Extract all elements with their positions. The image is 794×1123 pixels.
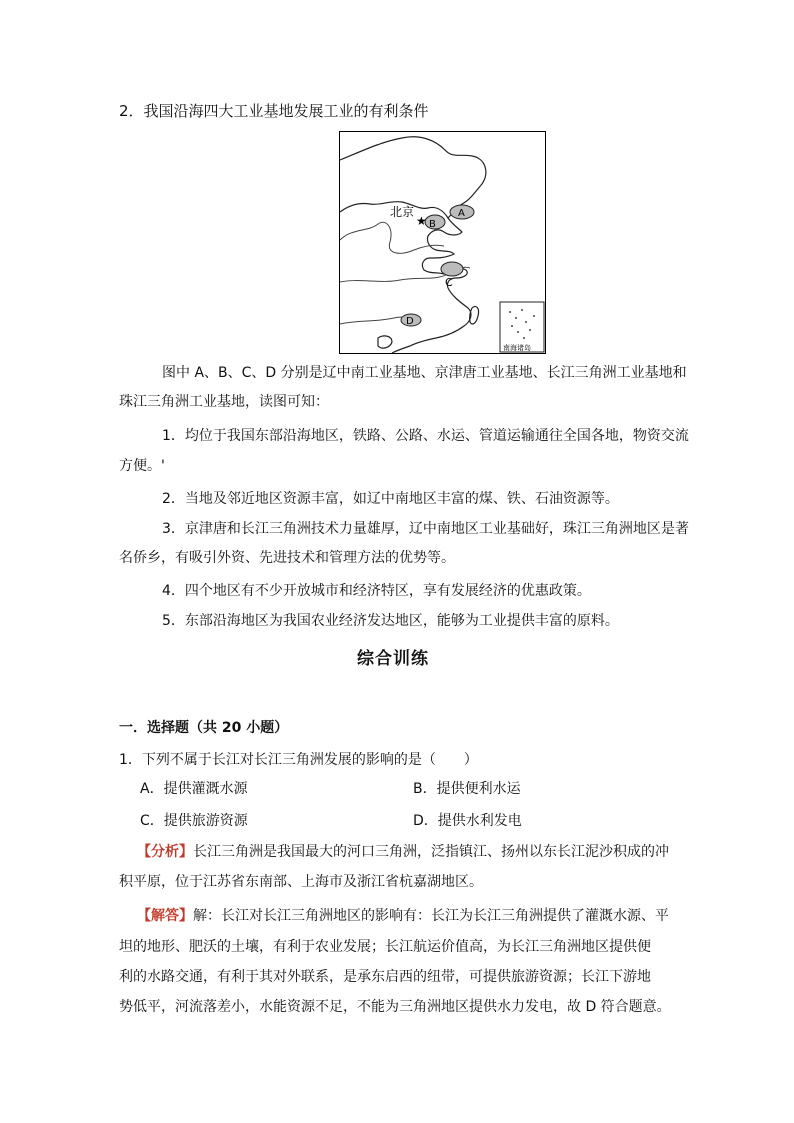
beijing-star-icon: ★ (416, 214, 427, 228)
base-c-region (441, 262, 463, 276)
answer-line-3: 利的水路交通，有利于其对外联系，是承东启西的纽带，可提供旅游资源；长江下游地 (119, 969, 651, 985)
item-3-line-2: 名侨乡，有吸引外资、先进技术和管理方法的优势等。 (119, 550, 455, 566)
item-1-line-1: 1．均位于我国东部沿海地区，铁路、公路、水运、管道运输通往全国各地，物资交流 (162, 428, 689, 444)
item-3-line-1: 3．京津唐和长江三角洲技术力量雄厚，辽中南地区工业基础好，珠江三角洲地区是著 (162, 521, 689, 537)
industrial-base-map (339, 131, 546, 354)
item-4: 4．四个地区有不少开放城市和经济特区，享有发展经济的优惠政策。 (162, 583, 591, 599)
option-c: C．提供旅游资源 (140, 813, 248, 829)
hainan-island (378, 336, 392, 348)
answer-paragraph-line-1 (137, 906, 669, 926)
option-d: D．提供水利发电 (413, 813, 522, 829)
answer-text-1: 解：长江对长江三角洲地区的影响有：长江为长江三角洲提供了灌溉水源、平 (193, 908, 669, 924)
answer-line-2: 坦的地形、肥沃的土壤，有利于农业发展；长江航运价值高，为长江三角洲地区提供便 (119, 939, 651, 955)
item-1-line-2: 方便。' (119, 458, 165, 474)
training-title: 综合训练 (357, 649, 429, 669)
analysis-paragraph-line-1 (137, 842, 669, 862)
option-b: B．提供便利水运 (413, 781, 521, 797)
part-heading: 一．选择题（共 20 小题） (119, 720, 289, 736)
answer-tag: 【解答】 (137, 908, 193, 924)
base-b-label: B (429, 219, 436, 230)
item-2: 2．当地及邻近地区资源丰富，如辽中南地区丰富的煤、铁、石油资源等。 (162, 491, 619, 507)
base-c-label: C (445, 276, 453, 289)
base-a-label: A (458, 208, 465, 219)
intro-line-2: 珠江三角洲工业基地，读图可知： (119, 394, 329, 410)
base-d-label: D (406, 316, 414, 327)
analysis-tag: 【分析】 (137, 844, 193, 860)
analysis-line-2: 积平原，位于江苏省东南部、上海市及浙江省杭嘉湖地区。 (119, 874, 483, 890)
answer-line-4: 势低平，河流落差小，水能资源不足，不能为三角洲地区提供水力发电，故 D 符合题意。 (119, 999, 671, 1015)
question-stem: 1．下列不属于长江对长江三角洲发展的影响的是（ ） (119, 752, 478, 768)
intro-line-1: 图中 A、B、C、D 分别是辽中南工业基地、京津唐工业基地、长江三角洲工业基地和 (162, 365, 687, 381)
analysis-text-1: 长江三角洲是我国最大的河口三角洲，泛指镇江、扬州以东长江泥沙积成的冲 (193, 844, 669, 860)
section-heading: 2．我国沿海四大工业基地发展工业的有利条件 (119, 102, 429, 120)
map-drawing (340, 132, 545, 353)
item-5: 5．东部沿海地区为我国农业经济发达地区，能够为工业提供丰富的原料。 (162, 613, 619, 629)
option-a: A．提供灌溉水源 (140, 781, 248, 797)
beijing-label: 北京 (390, 205, 415, 219)
inset-label: 南海诸岛 (503, 344, 531, 352)
